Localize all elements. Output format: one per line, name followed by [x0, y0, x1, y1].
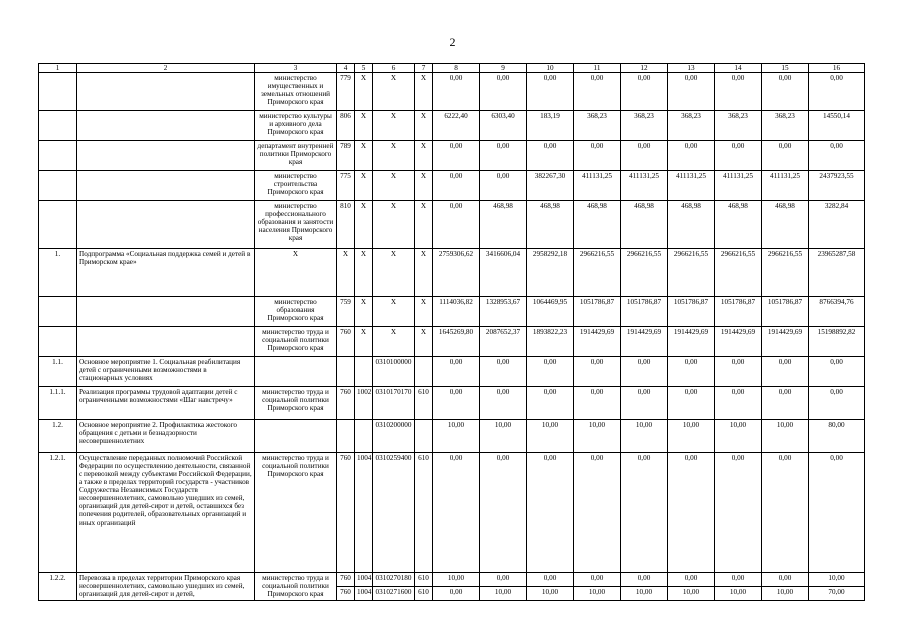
- table-cell: 1051786,87: [762, 297, 809, 327]
- table-cell: 10,00: [574, 420, 621, 453]
- table-cell: X: [415, 297, 433, 327]
- table-cell: 0,00: [480, 141, 527, 171]
- table-cell: 3282,84: [809, 201, 865, 249]
- table-cell: 0,00: [621, 453, 668, 573]
- table-cell: 411131,25: [621, 171, 668, 201]
- table-cell: 0,00: [433, 387, 480, 420]
- table-cell: 80,00: [809, 420, 865, 453]
- table-cell: 411131,25: [762, 171, 809, 201]
- table-row: [39, 249, 865, 297]
- table-cell: 0,00: [574, 573, 621, 587]
- table-row: [39, 453, 865, 573]
- table-cell: 0,00: [574, 453, 621, 573]
- column-header: 10: [527, 64, 574, 73]
- table-row: [39, 327, 865, 357]
- table-cell: 1.2.2.: [39, 573, 77, 601]
- table-cell: 760: [337, 573, 355, 587]
- table-cell: 0,00: [621, 357, 668, 387]
- table-cell: 10,00: [809, 573, 865, 587]
- table-cell: 0,00: [433, 453, 480, 573]
- table-cell: 468,98: [527, 201, 574, 249]
- table-cell: 23965287,58: [809, 249, 865, 297]
- table-cell: [337, 420, 355, 453]
- table-cell: 1893822,23: [527, 327, 574, 357]
- table-cell: 810: [337, 201, 355, 249]
- table-cell: 0,00: [668, 573, 715, 587]
- table-cell: 0,00: [668, 387, 715, 420]
- table-row: [39, 420, 865, 453]
- table-cell: 411131,25: [668, 171, 715, 201]
- table-cell: [77, 111, 255, 141]
- table-cell: [39, 141, 77, 171]
- table-cell: 1004: [355, 573, 373, 587]
- table-cell: 789: [337, 141, 355, 171]
- table-cell: X: [373, 249, 415, 297]
- table-cell: 0,00: [668, 141, 715, 171]
- column-header: 12: [621, 64, 668, 73]
- table-cell: 0,00: [574, 141, 621, 171]
- table-cell: 2759306,62: [433, 249, 480, 297]
- table-cell: 468,98: [621, 201, 668, 249]
- table-cell: [77, 297, 255, 327]
- table-cell: 1004: [355, 587, 373, 601]
- table-cell: 368,23: [715, 111, 762, 141]
- table-cell: 760: [337, 387, 355, 420]
- table-cell: 0310270180: [373, 573, 415, 587]
- column-header: 14: [715, 64, 762, 73]
- table-cell: 468,98: [574, 201, 621, 249]
- column-header: 6: [373, 64, 415, 73]
- table-cell: 0,00: [527, 73, 574, 111]
- table-cell: департамент внутренней политики Приморского края: [255, 141, 337, 171]
- column-header: 3: [255, 64, 337, 73]
- table-cell: Основное мероприятие 1. Социальная реабилитация детей с ограниченными возможностями в стационарных условиях: [77, 357, 255, 387]
- table-cell: 0,00: [668, 453, 715, 573]
- table-cell: X: [355, 141, 373, 171]
- table-row: [39, 73, 865, 111]
- table-cell: 0,00: [668, 357, 715, 387]
- table-cell: 0,00: [715, 573, 762, 587]
- table-cell: 0,00: [433, 171, 480, 201]
- table-cell: 10,00: [762, 587, 809, 601]
- table-cell: 10,00: [527, 420, 574, 453]
- table-cell: 10,00: [527, 587, 574, 601]
- table-cell: 70,00: [809, 587, 865, 601]
- table-cell: 0,00: [574, 73, 621, 111]
- table-cell: 468,98: [668, 201, 715, 249]
- table-cell: 2966216,55: [574, 249, 621, 297]
- column-header: 2: [77, 64, 255, 73]
- table-cell: X: [373, 201, 415, 249]
- table-cell: 1914429,69: [621, 327, 668, 357]
- budget-table: [38, 63, 865, 601]
- table-cell: 468,98: [480, 201, 527, 249]
- table-cell: 8766394,76: [809, 297, 865, 327]
- table-cell: 0,00: [715, 387, 762, 420]
- table-cell: 779: [337, 73, 355, 111]
- table-cell: 411131,25: [715, 171, 762, 201]
- table-cell: [255, 420, 337, 453]
- table-cell: 1051786,87: [574, 297, 621, 327]
- table-cell: министерство труда и социальной политики Приморского края: [255, 573, 337, 601]
- table-cell: 0,00: [621, 573, 668, 587]
- table-cell: 0,00: [809, 387, 865, 420]
- table-cell: X: [337, 249, 355, 297]
- table-cell: 806: [337, 111, 355, 141]
- column-number-row: [39, 64, 865, 73]
- table-cell: 0,00: [480, 73, 527, 111]
- table-cell: 0310200000: [373, 420, 415, 453]
- table-cell: X: [355, 73, 373, 111]
- column-header: 7: [415, 64, 433, 73]
- table-cell: X: [415, 327, 433, 357]
- column-header: 11: [574, 64, 621, 73]
- table-cell: 0,00: [574, 387, 621, 420]
- table-cell: 0,00: [480, 387, 527, 420]
- table-cell: 368,23: [621, 111, 668, 141]
- table-cell: [355, 420, 373, 453]
- table-cell: 10,00: [480, 587, 527, 601]
- column-header: 15: [762, 64, 809, 73]
- table-cell: 1.2.: [39, 420, 77, 453]
- table-row: [39, 171, 865, 201]
- table-cell: [355, 357, 373, 387]
- table-cell: 10,00: [715, 587, 762, 601]
- table-cell: X: [355, 297, 373, 327]
- table-cell: 0,00: [809, 357, 865, 387]
- table-cell: Перевозка в пределах территории Приморского края несовершеннолетних, самовольно ушедших из семей, организаций для детей-сирот и детей,: [77, 573, 255, 601]
- table-cell: 1064469,95: [527, 297, 574, 327]
- table-cell: 0,00: [480, 357, 527, 387]
- table-cell: 0,00: [809, 453, 865, 573]
- table-cell: 2087652,37: [480, 327, 527, 357]
- table-cell: 0,00: [715, 357, 762, 387]
- table-cell: Осуществление переданных полномочий Российской Федерации по осуществлению деятельности, связанной с перевозкой между субъектами Российской Федерации, а также в пределах территорий государств - участников Содружества Независимых Государств несовершеннолетних, самовольно ушедших из семей, организаций для детей-сирот и детей, оставшихся без попечения родителей, образовательных организаций и иных организаций: [77, 453, 255, 573]
- page-number: 2: [449, 35, 456, 49]
- table-cell: X: [415, 249, 433, 297]
- table-cell: 468,98: [715, 201, 762, 249]
- table-cell: X: [373, 111, 415, 141]
- table-cell: 14550,14: [809, 111, 865, 141]
- table-cell: X: [373, 171, 415, 201]
- table-cell: 760: [337, 327, 355, 357]
- table-cell: 2966216,55: [621, 249, 668, 297]
- table-row: [39, 141, 865, 171]
- table-cell: X: [415, 171, 433, 201]
- table-cell: 0,00: [762, 387, 809, 420]
- table-row: [39, 357, 865, 387]
- table-cell: X: [373, 327, 415, 357]
- table-cell: 0,00: [527, 573, 574, 587]
- table-cell: 0310271600: [373, 587, 415, 601]
- table-cell: [39, 73, 77, 111]
- table-cell: 0310170170: [373, 387, 415, 420]
- table-cell: 775: [337, 171, 355, 201]
- table-cell: 0,00: [433, 587, 480, 601]
- table-cell: 1.1.1.: [39, 387, 77, 420]
- table-cell: 468,98: [762, 201, 809, 249]
- table-cell: Подпрограмма «Социальная поддержка семей и детей в Приморском крае»: [77, 249, 255, 297]
- table-cell: X: [415, 201, 433, 249]
- table-cell: 0,00: [762, 141, 809, 171]
- table-cell: 1051786,87: [621, 297, 668, 327]
- table-cell: [39, 111, 77, 141]
- table-cell: 382267,30: [527, 171, 574, 201]
- table-cell: 1002: [355, 387, 373, 420]
- table-row: [39, 573, 865, 587]
- table-cell: Реализация программы трудовой адаптации детей с ограниченными возможностями «Шаг навстречу»: [77, 387, 255, 420]
- table-cell: 0,00: [668, 73, 715, 111]
- table-cell: 10,00: [621, 587, 668, 601]
- table-cell: X: [415, 111, 433, 141]
- table-cell: министерство труда и социальной политики Приморского края: [255, 453, 337, 573]
- table-cell: 368,23: [762, 111, 809, 141]
- table-cell: 0,00: [480, 453, 527, 573]
- table-cell: 183,19: [527, 111, 574, 141]
- column-header: 16: [809, 64, 865, 73]
- table-cell: 411131,25: [574, 171, 621, 201]
- table-cell: 759: [337, 297, 355, 327]
- table-cell: 2966216,55: [762, 249, 809, 297]
- table-cell: 0,00: [715, 453, 762, 573]
- table-cell: X: [355, 327, 373, 357]
- table-cell: [39, 171, 77, 201]
- column-header: 1: [39, 64, 77, 73]
- table-cell: [39, 327, 77, 357]
- column-header: 4: [337, 64, 355, 73]
- table-cell: 10,00: [715, 420, 762, 453]
- table-cell: 3416606,04: [480, 249, 527, 297]
- table-cell: 1051786,87: [668, 297, 715, 327]
- table-cell: министерство труда и социальной политики Приморского края: [255, 327, 337, 357]
- table-cell: 0,00: [433, 73, 480, 111]
- table-cell: 0,00: [574, 357, 621, 387]
- table-cell: X: [355, 111, 373, 141]
- table-cell: 15198892,82: [809, 327, 865, 357]
- table-cell: 0,00: [527, 141, 574, 171]
- table-cell: [255, 357, 337, 387]
- table-cell: 0310100000: [373, 357, 415, 387]
- table-cell: [77, 327, 255, 357]
- table-cell: 2437923,55: [809, 171, 865, 201]
- table-cell: 0,00: [527, 387, 574, 420]
- table-cell: [337, 357, 355, 387]
- table-cell: 1914429,69: [574, 327, 621, 357]
- table-cell: 0,00: [762, 573, 809, 587]
- table-cell: 10,00: [433, 420, 480, 453]
- table-cell: 1328953,67: [480, 297, 527, 327]
- table-cell: 1645269,80: [433, 327, 480, 357]
- table-cell: 10,00: [668, 587, 715, 601]
- table-cell: 610: [415, 587, 433, 601]
- table-row: [39, 201, 865, 249]
- table-cell: X: [355, 171, 373, 201]
- table-cell: 0,00: [715, 73, 762, 111]
- table-cell: 0,00: [527, 357, 574, 387]
- table-cell: 10,00: [668, 420, 715, 453]
- table-cell: 1004: [355, 453, 373, 573]
- table-cell: 0,00: [527, 453, 574, 573]
- table-cell: 1.2.1.: [39, 453, 77, 573]
- table-cell: министерство труда и социальной политики Приморского края: [255, 387, 337, 420]
- table-cell: 0,00: [480, 171, 527, 201]
- table-cell: 368,23: [668, 111, 715, 141]
- table-cell: 0,00: [809, 141, 865, 171]
- table-cell: 2966216,55: [715, 249, 762, 297]
- table-cell: 1.: [39, 249, 77, 297]
- table-cell: 2966216,55: [668, 249, 715, 297]
- table-cell: X: [355, 201, 373, 249]
- table-cell: 1914429,69: [668, 327, 715, 357]
- table-cell: 2958292,18: [527, 249, 574, 297]
- table-cell: 760: [337, 587, 355, 601]
- table-cell: 0,00: [809, 73, 865, 111]
- table-cell: X: [373, 73, 415, 111]
- column-header: 9: [480, 64, 527, 73]
- table-cell: [77, 201, 255, 249]
- table-cell: 610: [415, 453, 433, 573]
- table-cell: 0,00: [480, 573, 527, 587]
- table-row: [39, 387, 865, 420]
- table-cell: 760: [337, 453, 355, 573]
- table-cell: X: [255, 249, 337, 297]
- table-cell: [77, 141, 255, 171]
- table-cell: 10,00: [574, 587, 621, 601]
- table-cell: 610: [415, 387, 433, 420]
- table-cell: X: [355, 249, 373, 297]
- table-cell: [415, 420, 433, 453]
- table-row: [39, 111, 865, 141]
- table-cell: 6222,40: [433, 111, 480, 141]
- table-cell: министерство строительства Приморского края: [255, 171, 337, 201]
- column-header: 13: [668, 64, 715, 73]
- table-cell: 0,00: [433, 357, 480, 387]
- table-cell: 0,00: [621, 141, 668, 171]
- table-cell: 1914429,69: [762, 327, 809, 357]
- table-cell: 10,00: [762, 420, 809, 453]
- table-cell: 368,23: [574, 111, 621, 141]
- table-cell: 10,00: [480, 420, 527, 453]
- table-cell: Основное мероприятие 2. Профилактика жестокого обращения с детьми и безнадзорности несовершеннолетних: [77, 420, 255, 453]
- table-cell: министерство образования Приморского края: [255, 297, 337, 327]
- table-cell: 1114036,82: [433, 297, 480, 327]
- table-cell: [39, 201, 77, 249]
- column-header: 5: [355, 64, 373, 73]
- table-cell: 6303,40: [480, 111, 527, 141]
- table-cell: X: [373, 141, 415, 171]
- table-cell: 0310259400: [373, 453, 415, 573]
- table-cell: 1914429,69: [715, 327, 762, 357]
- table-cell: [77, 171, 255, 201]
- table-cell: [77, 73, 255, 111]
- table-cell: [39, 297, 77, 327]
- table-cell: 0,00: [621, 73, 668, 111]
- column-header: 8: [433, 64, 480, 73]
- table-cell: 0,00: [433, 141, 480, 171]
- table-cell: 1.1.: [39, 357, 77, 387]
- table-cell: 10,00: [433, 573, 480, 587]
- table-cell: министерство культуры и архивного дела Приморского края: [255, 111, 337, 141]
- table-cell: [415, 357, 433, 387]
- table-cell: 0,00: [621, 387, 668, 420]
- table-cell: X: [415, 141, 433, 171]
- table-cell: 10,00: [621, 420, 668, 453]
- table-cell: 1051786,87: [715, 297, 762, 327]
- table-cell: X: [373, 297, 415, 327]
- table-cell: X: [415, 73, 433, 111]
- table-row: [39, 297, 865, 327]
- table-cell: министерство имущественных и земельных отношений Приморского края: [255, 73, 337, 111]
- table-cell: 0,00: [715, 141, 762, 171]
- table-cell: 610: [415, 573, 433, 587]
- table-cell: 0,00: [762, 453, 809, 573]
- table-cell: министерство профессионального образования и занятости населения Приморского края: [255, 201, 337, 249]
- table-cell: 0,00: [433, 201, 480, 249]
- table-cell: 0,00: [762, 73, 809, 111]
- table-cell: 0,00: [762, 357, 809, 387]
